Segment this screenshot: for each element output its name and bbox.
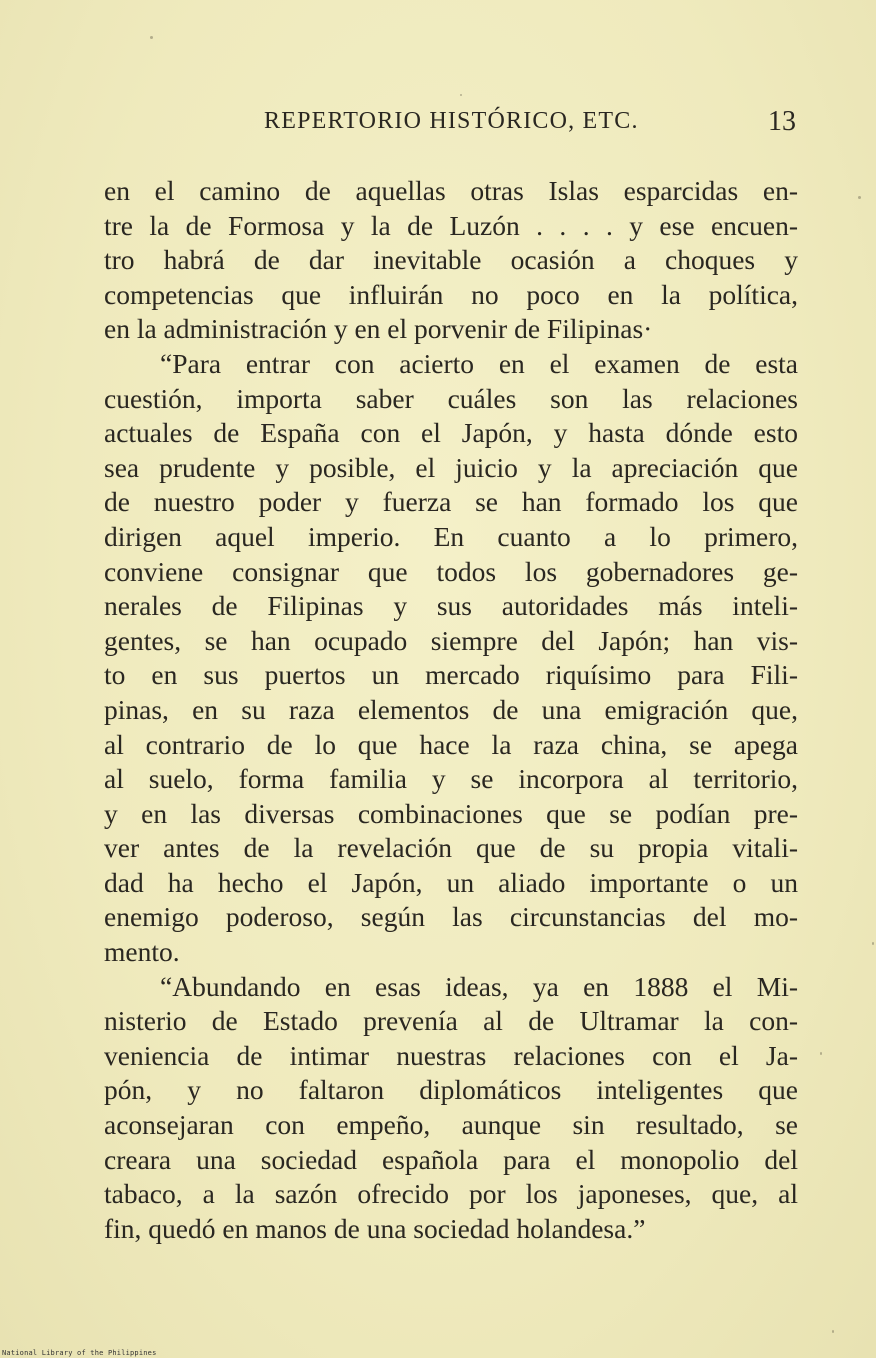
- text-line: dad ha hecho el Japón, un aliado importante o un: [104, 866, 798, 898]
- text-line: gentes, se han ocupado siempre del Japón; han vis-: [104, 624, 798, 656]
- text-line: al contrario de lo que hace la raza china, se apega: [104, 728, 798, 760]
- text-line: al suelo, forma familia y se incorpora al territorio,: [104, 763, 798, 795]
- text-line: cuestión, importa saber cuáles son las relaciones: [104, 382, 798, 414]
- text-line: en la administración y en el porvenir de Filipinas·: [104, 313, 653, 345]
- running-head: [104, 108, 798, 144]
- text-line: tre la de Formosa y la de Luzón . . . . y ese encuen-: [104, 209, 798, 241]
- text-line: enemigo poderoso, según las circunstancias del mo-: [104, 901, 798, 933]
- text-line: aconsejaran con empeño, aunque sin resultado, se: [104, 1109, 798, 1141]
- text-line: mento.: [104, 936, 180, 968]
- text-line: pinas, en su raza elementos de una emigración que,: [104, 693, 798, 725]
- text-line: tabaco, a la sazón ofrecido por los japoneses, que, al: [104, 1178, 798, 1210]
- paragraph-start-line: “Abundando en esas ideas, ya en 1888 el Mi-: [160, 970, 798, 1002]
- text-line: pón, y no faltaron diplomáticos inteligentes que: [104, 1074, 798, 1106]
- text-line: actuales de España con el Japón, y hasta dónde esto: [104, 417, 798, 449]
- text-line: nerales de Filipinas y sus autoridades más inteli-: [104, 590, 798, 622]
- scan-speck: [832, 1330, 834, 1333]
- text-line: en el camino de aquellas otras Islas esparcidas en-: [104, 175, 798, 206]
- scan-speck: [872, 942, 874, 945]
- text-line: to en sus puertos un mercado riquísimo para Fili-: [104, 659, 798, 691]
- running-title: REPERTORIO HISTÓRICO, ETC.: [264, 108, 639, 134]
- page-number: 13: [768, 106, 796, 137]
- body-text: [104, 174, 798, 1246]
- text-line: tro habrá de dar inevitable ocasión a choques y: [104, 244, 798, 276]
- text-line: nisterio de Estado prevenía al de Ultramar la con-: [104, 1005, 798, 1037]
- text-line: ver antes de la revelación que de su propia vitali-: [104, 832, 798, 864]
- text-line: competencias que influirán no poco en la política,: [104, 278, 798, 310]
- scan-speck: [460, 94, 462, 96]
- text-line: sea prudente y posible, el juicio y la apreciación que: [104, 451, 798, 483]
- scan-speck: [150, 36, 153, 39]
- text-line: conviene consignar que todos los gobernadores ge-: [104, 555, 798, 587]
- text-line: y en las diversas combinaciones que se podían pre-: [104, 797, 798, 829]
- text-line: veniencia de intimar nuestras relaciones con el Ja-: [104, 1039, 798, 1071]
- text-line: dirigen aquel imperio. En cuanto a lo primero,: [104, 520, 798, 552]
- text-line: fin, quedó en manos de una sociedad holandesa.”: [104, 1212, 646, 1244]
- text-line: creara una sociedad española para el monopolio del: [104, 1143, 798, 1175]
- library-credit: National Library of the Philippines: [2, 1349, 157, 1357]
- paragraph-start-line: “Para entrar con acierto en el examen de esta: [160, 347, 798, 379]
- scan-speck: [820, 1052, 822, 1055]
- scan-speck: [858, 196, 861, 199]
- text-line: de nuestro poder y fuerza se han formado los que: [104, 486, 798, 518]
